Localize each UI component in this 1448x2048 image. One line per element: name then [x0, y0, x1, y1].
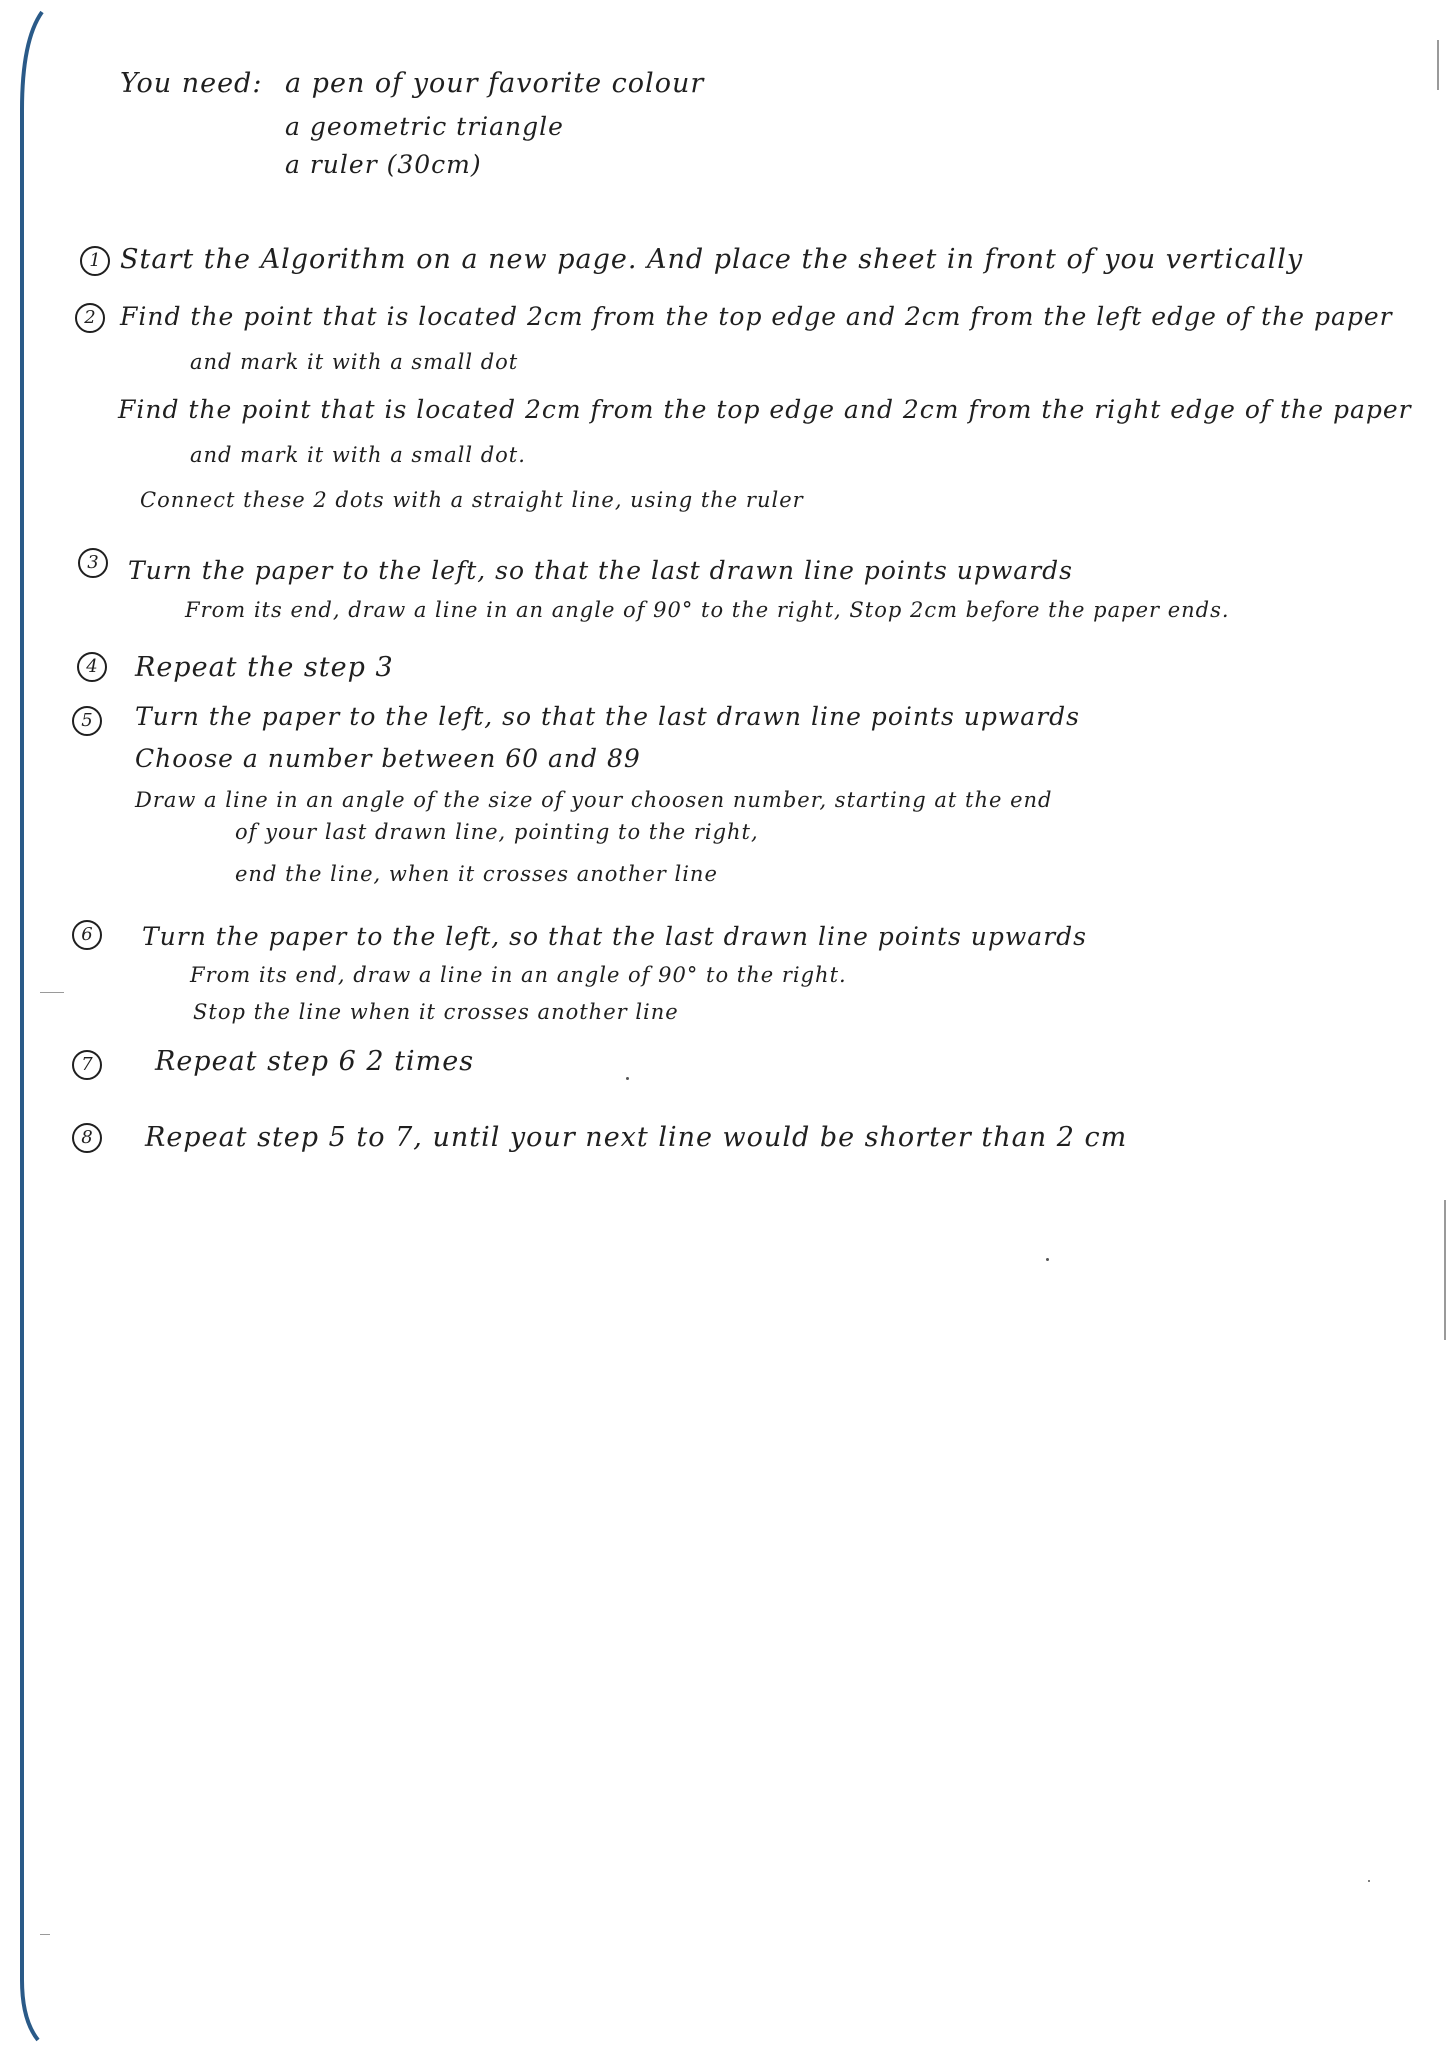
materials-item: a geometric triangle — [285, 112, 564, 141]
step-number: 5 — [72, 706, 102, 736]
page-binding-edge — [8, 0, 48, 2048]
step-line: Turn the paper to the left, so that the last drawn line points upwards — [128, 556, 1073, 585]
step-number: 1 — [80, 246, 110, 276]
materials-label: You need: — [120, 68, 263, 99]
step-number: 7 — [72, 1050, 102, 1080]
step-line: Draw a line in an angle of the size of your choosen number, starting at the end — [135, 788, 1053, 812]
step-line: Turn the paper to the left, so that the last drawn line points upwards — [135, 702, 1080, 731]
scan-mark — [1437, 40, 1439, 90]
step-line: Stop the line when it crosses another line — [193, 1000, 679, 1024]
step-number: 8 — [72, 1123, 102, 1153]
scan-speck — [626, 1077, 629, 1080]
step-line: From its end, draw a line in an angle of 90° to the right, Stop 2cm before the paper ends. — [185, 598, 1230, 622]
step-line: end the line, when it crosses another line — [235, 862, 718, 886]
step-number: 2 — [75, 303, 105, 333]
step-line: of your last drawn line, pointing to the right, — [235, 820, 759, 844]
step-line: and mark it with a small dot. — [190, 443, 526, 467]
scan-speck — [1046, 1258, 1049, 1261]
step-line: Turn the paper to the left, so that the last drawn line points upwards — [142, 922, 1087, 951]
scan-speck — [1368, 1880, 1370, 1882]
step-line: Find the point that is located 2cm from the top edge and 2cm from the left edge of the paper — [120, 302, 1393, 331]
step-line: Choose a number between 60 and 89 — [135, 744, 641, 773]
scan-mark — [1444, 1200, 1446, 1340]
step-number: 3 — [78, 548, 108, 578]
step-number: 6 — [72, 920, 102, 950]
step-line: Repeat step 6 2 times — [155, 1046, 475, 1077]
step-line: Connect these 2 dots with a straight line, using the ruler — [140, 488, 804, 512]
step-line: Find the point that is located 2cm from the top edge and 2cm from the right edge of the paper — [118, 395, 1412, 424]
step-line: Repeat step 5 to 7, until your next line would be shorter than 2 cm — [145, 1122, 1128, 1153]
scan-mark — [40, 992, 64, 993]
step-line: and mark it with a small dot — [190, 350, 519, 374]
step-line: Repeat the step 3 — [135, 652, 394, 683]
step-number: 4 — [77, 652, 107, 682]
scan-mark — [40, 1934, 50, 1935]
materials-item: a pen of your favorite colour — [285, 68, 705, 99]
step-line: Start the Algorithm on a new page. And place the sheet in front of you vertically — [120, 244, 1304, 275]
materials-item: a ruler (30cm) — [285, 150, 482, 179]
step-line: From its end, draw a line in an angle of 90° to the right. — [190, 963, 847, 987]
